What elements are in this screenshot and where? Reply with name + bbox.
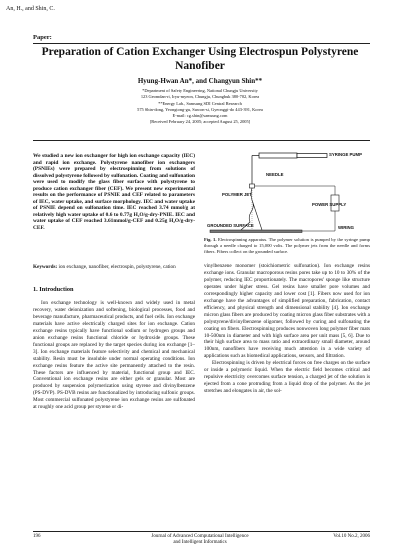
- intro-paragraph: vinylbenzene monomer (stoichiometric sulfonation). Ion exchange resins exchange ions. Granular macroporous resins pores take up to 10 to 30% of the polymer, reducing IEC proportionately. The macropores' sponge like structure operates under higher stress. Gel resins have smaller pore volumes and correspondingly higher capacity and lower cost [1]. Fibers now used for ion exchange have the advantages of simplified preparation, fabrication, contact efficiency, and physical strength and dimensional stability [4]. Ion exchange micron glass fibers are produced by coating micron glass fiber substrates with a polystyrene/divinylbenzene oligomer, followed by curing and sulfonating the coating on fibers. Electrospinning produces nonwoven long polymer fiber mats 10-500nm in diameter and with high surface area per unit mass [5, 6]. Due to their high surface area to mass ratio and extraordinary small diameter, around 100nm, nanofibers have receiving much attention in a wide variety of applications such as biomedical applications, sensors, and filtration.: [204, 263, 370, 360]
- volume-info: Vol.10 No.2, 2006: [333, 534, 370, 539]
- figure-caption-text: Electrospinning apparatus. The polymer solution is pumped by the syringe pump through a needle charged to 15,000 volts. The polymer jets from the needle and forms fibers. Fibers collect on the grounded surface.: [204, 237, 370, 254]
- journal-name-line: and Intelligent Informatics: [173, 540, 227, 545]
- abstract: We studied a new ion exchanger for high ion exchange capacity (IEC) and rapid ion exchange. Polystyrene nanofiber ion exchangers (PSNIEs) were prepared by electrospinning from solutions of dissolved polystyrene followed by sulfonation. Coating and sulfonation were used to modify the glass fiber surface with polystyrene to produce cation exchanger fiber (CEF). We present new experimental results on the performance of PSNIE and CEF related to parameters of IEC, water uptake, and surface morphology. IEC and water uptake of PSNIE depend on sulfonation time. IEC reached 3.74 mmol/g at relatively high water uptake of 0.6 to 0.77g H₂O/g-dry-PNIE. IEC and water uptake of CEF reached 3.61mmol/g-CEF and 0.25g H₂O/g-dry-CEF.: [33, 153, 195, 232]
- affiliation-line: **Energy Lab., Samsung SDI Central Research: [158, 100, 242, 106]
- paper-type-label: Paper:: [33, 34, 52, 41]
- paper-title: Preparation of Cation Exchanger Using Electrospun Polystyrene Nanofiber: [41, 46, 359, 72]
- title-top-rule: [33, 43, 370, 44]
- affiliation-line: 123 Geomdan-ri, Iryu-myeon, Chungju, Chungbuk 380-702, Korea: [140, 94, 260, 100]
- label-wiring: WIRING: [338, 225, 354, 230]
- page-number: 196: [33, 534, 41, 539]
- label-power-supply: POWER SUPPLY: [312, 202, 347, 207]
- grounded-surface: [210, 230, 302, 233]
- affiliation-line: *Department of Safety Engineering, National Chungju University: [142, 88, 258, 93]
- intro-left-column: [33, 300, 195, 411]
- intro-paragraph: Ion exchange technology is well-known and widely used in metal recovery, water deionization and softening, biological processes, food and beverage manufacture, pharmaceutical products, and fuel cells. Ion exchange materials have active electrically charged sites for ion exchange. Cation exchange resins typically have functional sodium or hydrogen groups and anion exchange resins functional chloride or hydroxide groups. These functional groups are replaced by the target species during ion exchange [1–3]. Ion exchange materials feature selectivity and chemical and mechanical stability. Resin must be insoluble under normal operating conditions. Ion exchange resins feature the active site permanently attached to the resin. These factors are influenced by material, functional group and IEC. Conventional ion exchange resins are either gels or granular. Most are produced by suspension polymerization using styrene and divinylbenzene (PS-DVP). PS-DVB resins are functionalized by introducing sulfonic groups. Most commercial sulfonated polystyrene ion exchange resins are sulfonated at roughly one acid group per styrene or di-: [33, 300, 195, 411]
- keywords-label: Keywords:: [33, 264, 58, 270]
- footer-rule: [33, 531, 370, 532]
- received-dates: [Received February 24, 2005; accepted August 25, 2005]: [149, 119, 251, 125]
- syringe-body: [259, 153, 297, 158]
- label-needle: NEEDLE: [266, 172, 284, 177]
- figure-caption: [204, 237, 370, 255]
- affiliations-block: [30, 88, 370, 126]
- author-line: Hyung-Hwan An*, and Changyun Shin**: [137, 77, 263, 85]
- affiliation-email: E-mail: cg.shin@samsung.com: [172, 113, 228, 119]
- abstract-top-rule: [33, 140, 370, 141]
- keywords: [33, 264, 195, 271]
- electrospinning-apparatus-figure: [204, 150, 370, 242]
- affiliation-line: 575 Shin-dong, Yeongtong-gu, Suwon-si, Gyeonggi-do 443-391, Korea: [137, 106, 263, 112]
- journal-name-line: Journal of Advanced Computational Intelligence: [151, 534, 249, 539]
- running-head: An, H., and Shin, C.: [6, 6, 55, 12]
- keywords-list: ion exchange, nanofiber, electrospin, polystyrene, cation: [58, 264, 176, 270]
- label-syringe-pump: SYRINGE PUMP: [329, 152, 362, 157]
- label-grounded-surface: GROUNDED SURFACE: [207, 223, 254, 228]
- label-polymer-jet: POLYMER JET: [222, 192, 252, 197]
- section-heading-introduction: 1. Introduction: [33, 286, 74, 293]
- journal-name: [110, 534, 290, 546]
- intro-right-column: [204, 263, 370, 395]
- needle: [250, 184, 255, 188]
- figure-caption-label: Fig. 1.: [204, 237, 217, 242]
- intro-paragraph: Electrospinning is driven by electrical forces on free charges on the surface or inside a polymeric liquid. When the electric field becomes critical and repulsive electricity overcomes surface tension, a charged jet of the solution is ejected from a cone protruding from a liquid drop of the polymer. As the jet stretches and elongates in air, the sol-: [204, 360, 370, 395]
- syringe-pump-plunger: [297, 154, 327, 158]
